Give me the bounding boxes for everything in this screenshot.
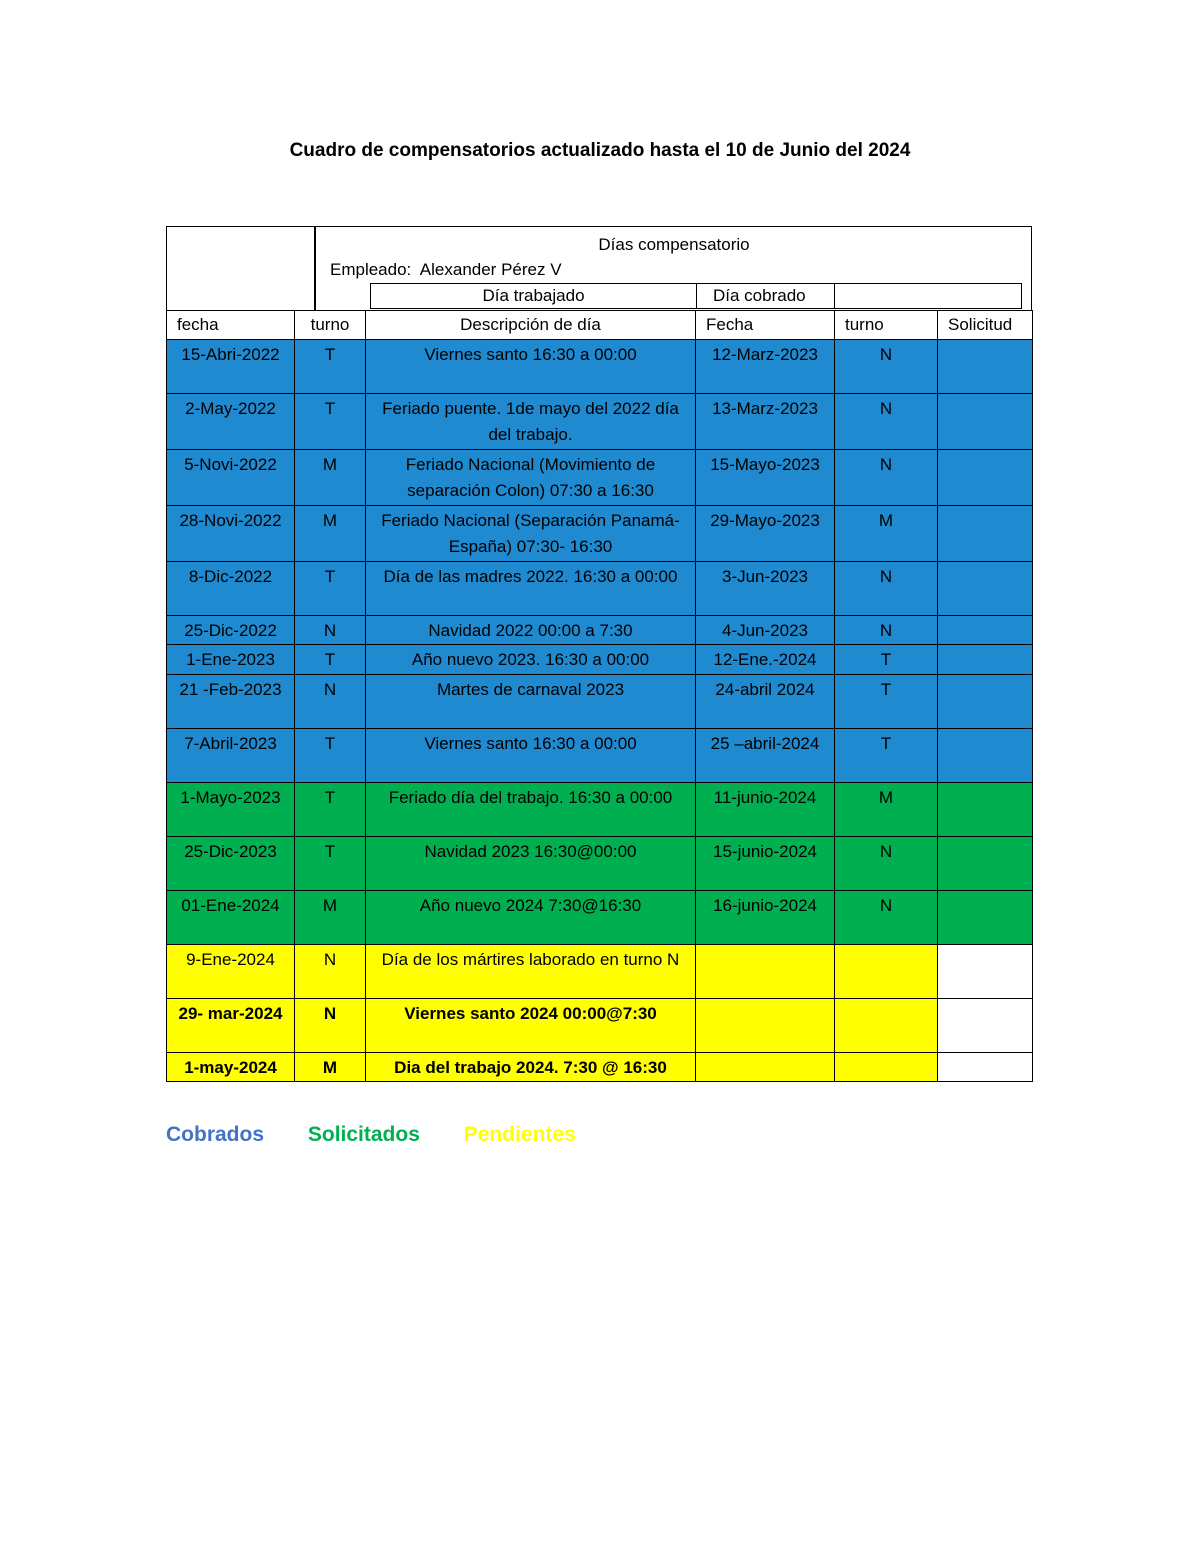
cell-fecha: 1-Mayo-2023 (167, 782, 295, 836)
cell-descripcion: Viernes santo 16:30 a 00:00 (366, 339, 696, 393)
cell-solicitud (938, 890, 1033, 944)
table-header-box (166, 226, 1032, 310)
cell-fecha: 1-Ene-2023 (167, 645, 295, 675)
cell-turno-cobro: N (835, 393, 938, 449)
cell-solicitud (938, 393, 1033, 449)
cell-fecha: 21 -Feb-2023 (167, 674, 295, 728)
cell-fecha-cobro: 12-Marz-2023 (696, 339, 835, 393)
table-row (167, 505, 1033, 561)
table-row (167, 393, 1033, 449)
header-divider (314, 227, 316, 311)
cell-turno-cobro (835, 1052, 938, 1082)
cell-fecha: 28-Novi-2022 (167, 505, 295, 561)
cell-solicitud (938, 944, 1033, 998)
cell-turno-cobro: N (835, 890, 938, 944)
cell-descripcion: Viernes santo 16:30 a 00:00 (366, 728, 696, 782)
blank-header-cell (834, 283, 1022, 309)
cell-fecha: 25-Dic-2022 (167, 615, 295, 645)
compensatory-table (166, 226, 1032, 1082)
cell-fecha-cobro: 16-junio-2024 (696, 890, 835, 944)
cell-turno-cobro: M (835, 505, 938, 561)
cell-turno: T (295, 782, 366, 836)
cell-descripcion: Feriado Nacional (Separación Panamá-España) 07:30- 16:30 (366, 505, 696, 561)
cell-solicitud (938, 339, 1033, 393)
table-row (167, 615, 1033, 645)
cell-descripcion: Dia del trabajo 2024. 7:30 @ 16:30 (366, 1052, 696, 1082)
table-row (167, 645, 1033, 675)
table-row (167, 728, 1033, 782)
cell-fecha: 2-May-2022 (167, 393, 295, 449)
col-header-solicitud: Solicitud (938, 311, 1033, 340)
cell-turno: T (295, 645, 366, 675)
table-row (167, 836, 1033, 890)
cell-fecha-cobro (696, 1052, 835, 1082)
cell-fecha-cobro: 12-Ene.-2024 (696, 645, 835, 675)
cell-turno: T (295, 836, 366, 890)
cell-descripcion: Feriado Nacional (Movimiento de separación Colon) 07:30 a 16:30 (366, 449, 696, 505)
cell-turno-cobro (835, 998, 938, 1052)
cell-turno: T (295, 339, 366, 393)
table-row (167, 561, 1033, 615)
table-row (167, 674, 1033, 728)
cell-turno: N (295, 615, 366, 645)
cell-turno-cobro: T (835, 728, 938, 782)
cell-fecha: 8-Dic-2022 (167, 561, 295, 615)
table-row (167, 890, 1033, 944)
cell-turno: N (295, 674, 366, 728)
cell-fecha-cobro: 13-Marz-2023 (696, 393, 835, 449)
employee-line (330, 260, 562, 280)
cell-descripcion: Año nuevo 2024 7:30@16:30 (366, 890, 696, 944)
cell-solicitud (938, 645, 1033, 675)
cell-turno: N (295, 998, 366, 1052)
data-table (166, 310, 1033, 1082)
cell-fecha: 1-may-2024 (167, 1052, 295, 1082)
cell-fecha-cobro: 24-abril 2024 (696, 674, 835, 728)
cell-fecha-cobro: 15-Mayo-2023 (696, 449, 835, 505)
cell-fecha-cobro: 4-Jun-2023 (696, 615, 835, 645)
cell-turno-cobro: N (835, 836, 938, 890)
cell-solicitud (938, 1052, 1033, 1082)
cell-solicitud (938, 728, 1033, 782)
table-row (167, 944, 1033, 998)
cell-solicitud (938, 449, 1033, 505)
legend (166, 1123, 614, 1147)
col-header-fecha: fecha (167, 311, 295, 340)
cell-fecha-cobro: 15-junio-2024 (696, 836, 835, 890)
cell-fecha: 9-Ene-2024 (167, 944, 295, 998)
cell-descripcion: Feriado puente. 1de mayo del 2022 día del trabajo. (366, 393, 696, 449)
legend-cobrados: Cobrados (166, 1123, 265, 1146)
cell-descripcion: Feriado día del trabajo. 16:30 a 00:00 (366, 782, 696, 836)
cell-descripcion: Día de las madres 2022. 16:30 a 00:00 (366, 561, 696, 615)
cell-descripcion: Año nuevo 2023. 16:30 a 00:00 (366, 645, 696, 675)
cell-turno-cobro: N (835, 449, 938, 505)
cell-solicitud (938, 505, 1033, 561)
cell-descripcion: Navidad 2023 16:30@00:00 (366, 836, 696, 890)
cell-fecha: 5-Novi-2022 (167, 449, 295, 505)
employee-name: Alexander Pérez V (419, 260, 562, 279)
cell-turno: M (295, 449, 366, 505)
cell-solicitud (938, 561, 1033, 615)
cell-solicitud (938, 615, 1033, 645)
cell-turno-cobro: T (835, 645, 938, 675)
cell-fecha: 7-Abril-2023 (167, 728, 295, 782)
cell-turno: N (295, 944, 366, 998)
cell-turno: M (295, 1052, 366, 1082)
cell-fecha-cobro: 3-Jun-2023 (696, 561, 835, 615)
cell-solicitud (938, 998, 1033, 1052)
table-row (167, 782, 1033, 836)
cell-fecha-cobro: 29-Mayo-2023 (696, 505, 835, 561)
cell-fecha: 15-Abri-2022 (167, 339, 295, 393)
column-header-row (167, 311, 1033, 340)
cell-turno-cobro: N (835, 615, 938, 645)
cell-fecha: 25-Dic-2023 (167, 836, 295, 890)
cell-solicitud (938, 836, 1033, 890)
cell-descripcion: Día de los mártires laborado en turno N (366, 944, 696, 998)
table-row (167, 449, 1033, 505)
cell-descripcion: Martes de carnaval 2023 (366, 674, 696, 728)
col-header-turno-cobro: turno (835, 311, 938, 340)
col-header-turno: turno (295, 311, 366, 340)
page-title: Cuadro de compensatorios actualizado hasta el 10 de Junio del 2024 (289, 140, 911, 161)
cell-fecha-cobro: 11-junio-2024 (696, 782, 835, 836)
cell-fecha: 29- mar-2024 (167, 998, 295, 1052)
cell-descripcion: Navidad 2022 00:00 a 7:30 (366, 615, 696, 645)
cell-solicitud (938, 782, 1033, 836)
cell-solicitud (938, 674, 1033, 728)
worked-day-header: Día trabajado (370, 283, 697, 309)
col-header-fecha-cobro: Fecha (696, 311, 835, 340)
cell-turno-cobro: N (835, 561, 938, 615)
legend-pendientes: Pendientes (463, 1123, 576, 1146)
cell-turno-cobro: T (835, 674, 938, 728)
cell-fecha-cobro (696, 944, 835, 998)
table-row (167, 998, 1033, 1052)
cell-fecha-cobro: 25 –abril-2024 (696, 728, 835, 782)
cell-turno-cobro (835, 944, 938, 998)
cell-fecha-cobro (696, 998, 835, 1052)
table-row (167, 1052, 1033, 1082)
cell-turno: T (295, 728, 366, 782)
cell-descripcion: Viernes santo 2024 00:00@7:30 (366, 998, 696, 1052)
cell-fecha: 01-Ene-2024 (167, 890, 295, 944)
cell-turno: M (295, 890, 366, 944)
cell-turno-cobro: N (835, 339, 938, 393)
employee-label: Empleado: (330, 260, 412, 279)
col-header-descripcion: Descripción de día (366, 311, 696, 340)
table-row (167, 339, 1033, 393)
cell-turno: T (295, 561, 366, 615)
legend-solicitados: Solicitados (307, 1123, 420, 1146)
section-title: Días compensatorio (598, 235, 750, 254)
paid-day-header: Día cobrado (696, 283, 835, 309)
cell-turno-cobro: M (835, 782, 938, 836)
cell-turno: M (295, 505, 366, 561)
cell-turno: T (295, 393, 366, 449)
